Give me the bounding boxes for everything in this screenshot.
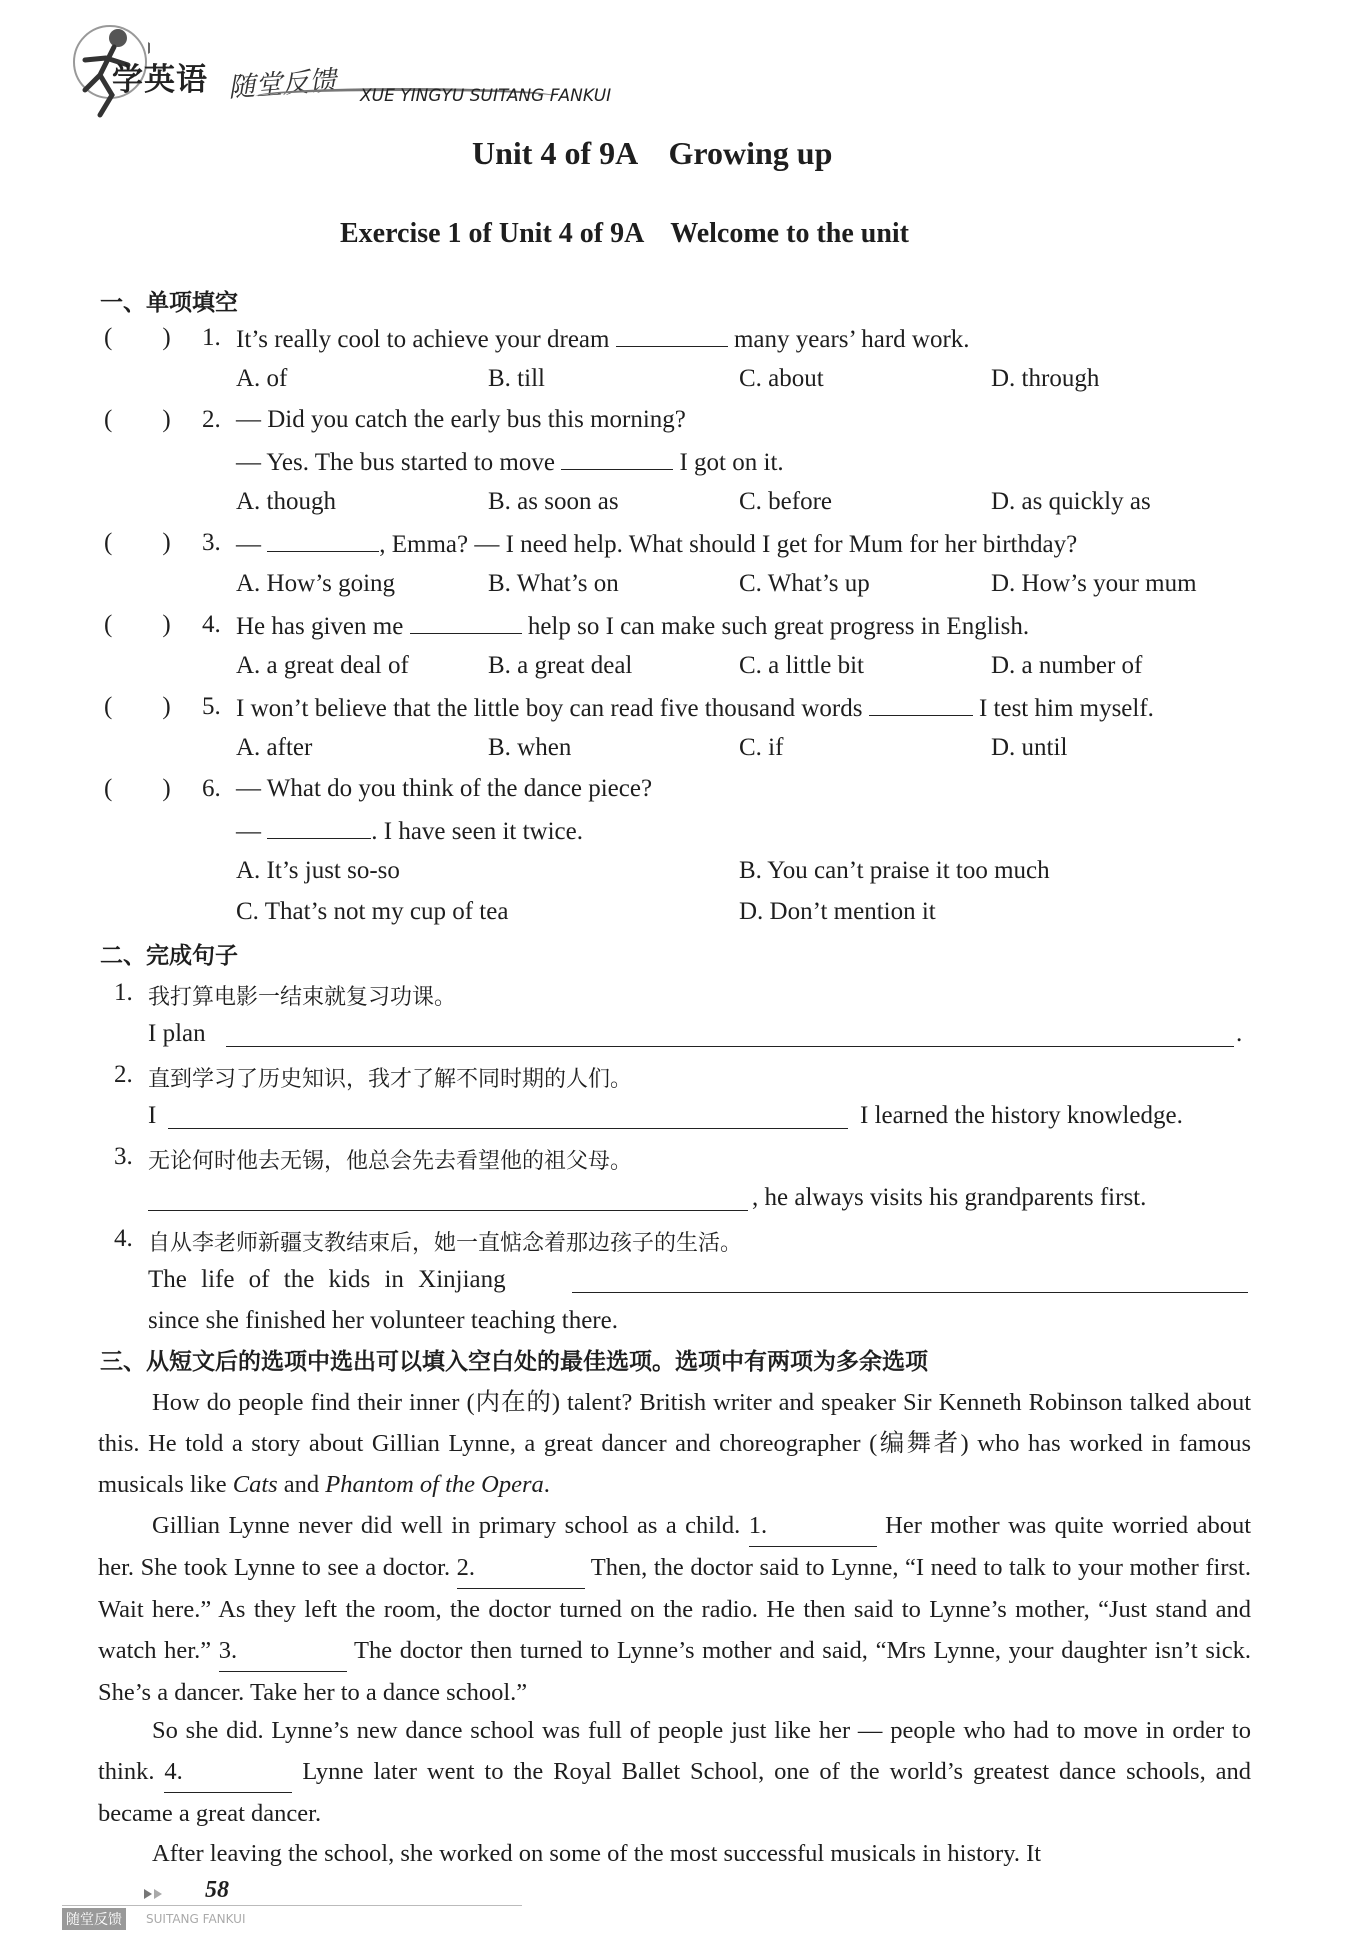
option-c: C. What’s up: [739, 570, 870, 597]
question-text: — , Emma? — I need help. What should I get for Mum for her birthday?: [236, 531, 1078, 558]
option-a: A. a great deal of: [236, 652, 409, 679]
option-c: C. about: [739, 365, 824, 392]
page-arrow-icon: [144, 1888, 168, 1900]
question-line1: — Did you catch the early bus this morning?: [236, 406, 686, 433]
option-b: B. a great deal: [488, 652, 633, 679]
answer-line[interactable]: [148, 1210, 748, 1211]
answer-line[interactable]: [572, 1292, 1248, 1293]
question-line1: — What do you think of the dance piece?: [236, 775, 653, 802]
option-d: D. through: [991, 365, 1100, 392]
question-text: — . I have seen it twice.: [236, 818, 583, 845]
question-number: 5.: [202, 693, 221, 720]
item-number: 1.: [114, 979, 133, 1006]
option-c: C. if: [739, 734, 784, 761]
item-english-end: .: [1236, 1020, 1243, 1047]
item-chinese: 直到学习了历史知识，我才了解不同时期的人们。: [148, 1067, 633, 1092]
answer-blank[interactable]: [869, 693, 973, 716]
answer-blank[interactable]: [410, 611, 522, 634]
answer-blank[interactable]: [561, 447, 673, 470]
item-english-start: The life of the kids in Xinjiang: [148, 1266, 506, 1293]
passage-paragraph-4: After leaving the school, she worked on some of the most successful musicals in history. It: [152, 1840, 1042, 1867]
logo-subtitle: 随堂反馈: [227, 65, 338, 104]
option-c: C. That’s not my cup of tea: [236, 898, 509, 925]
footer-english: SUITANG FANKUI: [146, 1912, 246, 1926]
item-english-end: I learned the history knowledge.: [860, 1102, 1183, 1129]
item-english-line2: since she finished her volunteer teaching there.: [148, 1307, 618, 1334]
option-a: A. though: [236, 488, 336, 515]
option-b: B. till: [488, 365, 545, 392]
item-chinese: 我打算电影一结束就复习功课。: [148, 985, 457, 1010]
answer-line[interactable]: [226, 1046, 1234, 1047]
question-number: 6.: [202, 775, 221, 802]
option-b: B. when: [488, 734, 572, 761]
question-text: I won’t believe that the little boy can read five thousand words I test him myself.: [236, 695, 1154, 722]
option-d: D. until: [991, 734, 1068, 761]
passage-blank-4[interactable]: 4.: [164, 1751, 292, 1793]
option-a: A. It’s just so-so: [236, 857, 400, 884]
answer-paren[interactable]: ( ): [104, 406, 171, 433]
question-number: 2.: [202, 406, 221, 433]
question-text: It’s really cool to achieve your dream many years’ hard work.: [236, 326, 970, 353]
section-heading-2: 二、完成句子: [100, 943, 238, 969]
option-a: A. after: [236, 734, 313, 761]
option-c: C. a little bit: [739, 652, 864, 679]
answer-blank[interactable]: [616, 324, 728, 347]
item-english-start: I plan: [148, 1020, 206, 1047]
passage-blank-2[interactable]: 2.: [457, 1547, 585, 1589]
passage-blank-1[interactable]: 1.: [749, 1505, 877, 1547]
option-c: C. before: [739, 488, 833, 515]
item-number: 3.: [114, 1143, 133, 1170]
question-text: He has given me help so I can make such great progress in English.: [236, 613, 1030, 640]
item-chinese: 自从李老师新疆支教结束后，她一直惦念着那边孩子的生活。: [148, 1231, 743, 1256]
option-d: D. as quickly as: [991, 488, 1151, 515]
answer-paren[interactable]: ( ): [104, 693, 171, 720]
page-number: 58: [205, 1877, 229, 1903]
answer-paren[interactable]: ( ): [104, 611, 171, 638]
option-b: B. as soon as: [488, 488, 619, 515]
passage-paragraph-2: Gillian Lynne never did well in primary school as a child. 1. Her mother was quite worried about her. She took Lynne to see a doctor. 2. Then, the doctor said to Lynne, “I need to talk to your mother first. Wait here.” As they left the room, the doctor turned on the radio. He then said to Lynne’s mother, “Just stand and watch her.” 3. The doctor then turned to Lynne’s mother and said, “Mrs Lynne, your daughter isn’t sick. She’s a dancer. Take her to a dance school.”: [98, 1505, 1251, 1713]
question-text: — Yes. The bus started to move I got on it.: [236, 449, 784, 476]
section-heading-3: 三、从短文后的选项中选出可以填入空白处的最佳选项。选项中有两项为多余选项: [100, 1349, 928, 1375]
section-heading-1: 一、单项填空: [100, 290, 238, 316]
question-number: 1.: [202, 324, 221, 351]
footer-label: 随堂反馈: [62, 1908, 126, 1930]
page-title: Unit 4 of 9A Growing up: [472, 135, 833, 171]
exercise-subtitle: Exercise 1 of Unit 4 of 9A Welcome to the unit: [340, 218, 910, 249]
answer-blank[interactable]: [267, 529, 379, 552]
option-d: D. Don’t mention it: [739, 898, 936, 925]
answer-blank[interactable]: [267, 816, 371, 839]
item-english-start: I: [148, 1102, 157, 1129]
question-number: 3.: [202, 529, 221, 556]
item-number: 2.: [114, 1061, 133, 1088]
answer-paren[interactable]: ( ): [104, 529, 171, 556]
question-number: 4.: [202, 611, 221, 638]
option-a: A. How’s going: [236, 570, 396, 597]
answer-line[interactable]: [168, 1128, 848, 1129]
answer-paren[interactable]: ( ): [104, 324, 171, 351]
option-d: D. How’s your mum: [991, 570, 1197, 597]
logo-english: XUE YINGYU SUITANG FANKUI: [360, 86, 612, 106]
item-number: 4.: [114, 1225, 133, 1252]
logo-title: 学英语: [112, 62, 208, 98]
footer-divider: [62, 1905, 522, 1906]
passage-paragraph-1: How do people find their inner (内在的) talent? British writer and speaker Sir Kenneth Robinson talked about this. He told a story about Gillian Lynne, a great dancer and choreographer (编舞者) who has worked in famous musicals like Cats and Phantom of the Opera.: [98, 1389, 1251, 1498]
option-b: B. You can’t praise it too much: [739, 857, 1050, 884]
passage-paragraph-3: So she did. Lynne’s new dance school was full of people just like her — people who had to move in order to think. 4. Lynne later went to the Royal Ballet School, one of the world’s greatest dance schools, and became a great dancer.: [98, 1717, 1251, 1827]
option-b: B. What’s on: [488, 570, 619, 597]
option-d: D. a number of: [991, 652, 1143, 679]
item-english-end: , he always visits his grandparents first.: [752, 1184, 1147, 1211]
item-chinese: 无论何时他去无锡，他总会先去看望他的祖父母。: [148, 1149, 633, 1174]
option-a: A. of: [236, 365, 288, 392]
passage-blank-3[interactable]: 3.: [219, 1630, 347, 1672]
answer-paren[interactable]: ( ): [104, 775, 171, 802]
